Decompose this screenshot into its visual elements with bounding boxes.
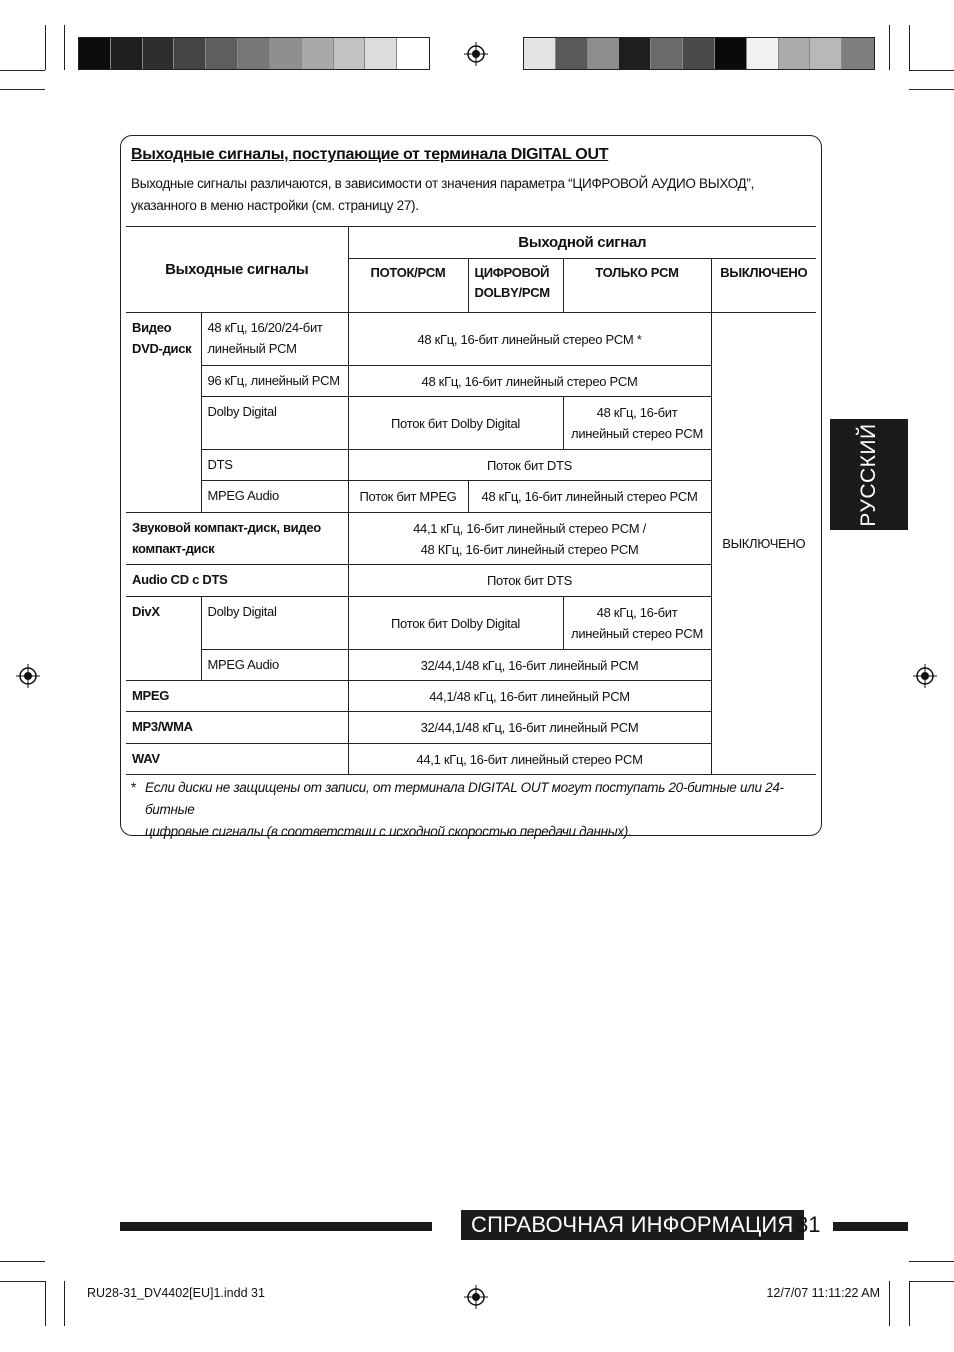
crop-mark — [0, 1281, 45, 1282]
color-swatch — [334, 38, 366, 69]
intro-text: Выходные сигналы различаются, в зависимости от значения параметра “ЦИФРОВОЙ АУДИО ВЫХОД”, указанного в меню настройки (см. страницу 27). — [131, 176, 755, 213]
row-sub-label: MPEG Audio — [201, 481, 348, 513]
output-cell: Поток бит Dolby Digital — [348, 597, 563, 650]
row-sub-label: Dolby Digital — [201, 597, 348, 650]
crop-mark — [909, 70, 954, 71]
table-header-row — [126, 227, 816, 259]
color-swatch — [206, 38, 238, 69]
output-cell: 48 кГц, 16-бит линейный стерео PCM — [348, 366, 711, 397]
color-swatch — [524, 38, 556, 69]
color-swatch — [619, 38, 651, 69]
output-cell: 44,1/48 кГц, 16-бит линейный PCM — [348, 681, 711, 712]
row-label-mp3-wma: MP3/WMA — [126, 712, 348, 744]
crop-mark — [64, 1281, 65, 1326]
registration-mark-icon — [464, 42, 488, 66]
row-sub-label: MPEG Audio — [201, 650, 348, 681]
color-swatch — [779, 38, 811, 69]
row-sub-label: DTS — [201, 450, 348, 481]
row-label-divx: DivX — [126, 597, 201, 681]
color-swatch — [111, 38, 143, 69]
crop-mark — [909, 25, 910, 70]
footer-section-title: СПРАВОЧНАЯ ИНФОРМАЦИЯ — [461, 1210, 804, 1240]
color-swatch — [79, 38, 111, 69]
color-swatch — [588, 38, 620, 69]
slug-file-info: RU28-31_DV4402[EU]1.indd 31 — [87, 1286, 265, 1300]
row-label-audio-cd-dts: Audio CD с DTS — [126, 565, 348, 597]
color-swatch — [651, 38, 683, 69]
off-column-value: ВЫКЛЮЧЕНО — [711, 313, 816, 775]
crop-mark — [889, 25, 890, 70]
output-cell: 32/44,1/48 кГц, 16-бит линейный PCM — [348, 712, 711, 744]
output-cell: 48 кГц, 16-бит линейный стерео PCM — [563, 397, 711, 450]
color-swatch — [683, 38, 715, 69]
footnote-marker: * — [131, 780, 136, 795]
table-row — [126, 313, 816, 366]
header-output-signals: Выходные сигналы — [126, 227, 348, 313]
color-calibration-bar-right — [523, 37, 875, 70]
footer-bar-right — [833, 1222, 908, 1231]
crop-mark — [64, 25, 65, 70]
color-swatch — [238, 38, 270, 69]
crop-mark — [909, 1261, 954, 1262]
color-swatch — [174, 38, 206, 69]
registration-mark-icon — [464, 1285, 488, 1309]
row-sub-label: Dolby Digital — [201, 397, 348, 450]
color-swatch — [270, 38, 302, 69]
crop-mark — [909, 89, 954, 90]
color-swatch — [715, 38, 747, 69]
output-cell: Поток бит DTS — [348, 565, 711, 597]
row-label-wav: WAV — [126, 744, 348, 775]
header-pcm-only: ТОЛЬКО PCM — [563, 259, 711, 313]
output-cell: 44,1 кГц, 16-бит линейный стерео PCM / 48 КГц, 16-бит линейный стерео PCM — [348, 513, 711, 565]
footer-bar-left — [120, 1222, 432, 1231]
color-calibration-bar-left — [78, 37, 430, 70]
color-swatch — [747, 38, 779, 69]
color-swatch — [842, 38, 874, 69]
color-swatch — [302, 38, 334, 69]
color-swatch — [556, 38, 588, 69]
page-number: 31 — [796, 1212, 821, 1237]
header-digital-dolby-pcm: ЦИФРОВОЙ DOLBY/PCM — [468, 259, 563, 313]
footnote: * Если диски не защищены от записи, от терминала DIGITAL OUT могут поступать 20-битные или 24-битные цифровые сигналы (в соответствии с исходной скоростью передачи данных). — [131, 777, 811, 843]
color-swatch — [143, 38, 175, 69]
crop-mark — [909, 1281, 910, 1326]
crop-mark — [45, 1281, 46, 1326]
crop-mark — [45, 25, 46, 70]
header-stream-pcm: ПОТОК/PCM — [348, 259, 468, 313]
section-heading: Выходные сигналы, поступающие от терминала DIGITAL OUT — [131, 146, 609, 163]
row-label-cd-vcd: Звуковой компакт-диск, видео компакт-диск — [126, 513, 348, 565]
language-side-tab — [830, 419, 908, 530]
language-side-tab-label: РУССКИЙ — [857, 422, 880, 527]
header-off: ВЫКЛЮЧЕНО — [711, 259, 816, 313]
slug-datetime: 12/7/07 11:11:22 AM — [766, 1286, 880, 1300]
output-cell: 48 кГц, 16-бит линейный стерео PCM * — [348, 313, 711, 366]
crop-mark — [0, 1261, 45, 1262]
crop-mark — [0, 89, 45, 90]
crop-mark — [0, 70, 45, 71]
registration-mark-icon — [16, 664, 40, 688]
row-label-dvd-video: Видео DVD-диск — [126, 313, 201, 513]
row-label-mpeg: MPEG — [126, 681, 348, 712]
color-swatch — [365, 38, 397, 69]
color-swatch — [810, 38, 842, 69]
row-sub-label: 48 кГц, 16/20/24-бит линейный PCM — [201, 313, 348, 366]
digital-out-table — [126, 226, 816, 775]
color-swatch — [397, 38, 429, 69]
crop-mark — [889, 1281, 890, 1326]
output-cell: 32/44,1/48 кГц, 16-бит линейный PCM — [348, 650, 711, 681]
registration-mark-icon — [913, 664, 937, 688]
output-cell: Поток бит DTS — [348, 450, 711, 481]
output-cell: 48 кГц, 16-бит линейный стерео PCM — [563, 597, 711, 650]
header-output-signal: Выходной сигнал — [348, 227, 816, 259]
crop-mark — [909, 1281, 954, 1282]
output-cell: 44,1 кГц, 16-бит линейный стерео PCM — [348, 744, 711, 775]
output-cell: Поток бит Dolby Digital — [348, 397, 563, 450]
output-cell: Поток бит MPEG — [348, 481, 468, 513]
row-sub-label: 96 кГц, линейный PCM — [201, 366, 348, 397]
output-cell: 48 кГц, 16-бит линейный стерео PCM — [468, 481, 711, 513]
